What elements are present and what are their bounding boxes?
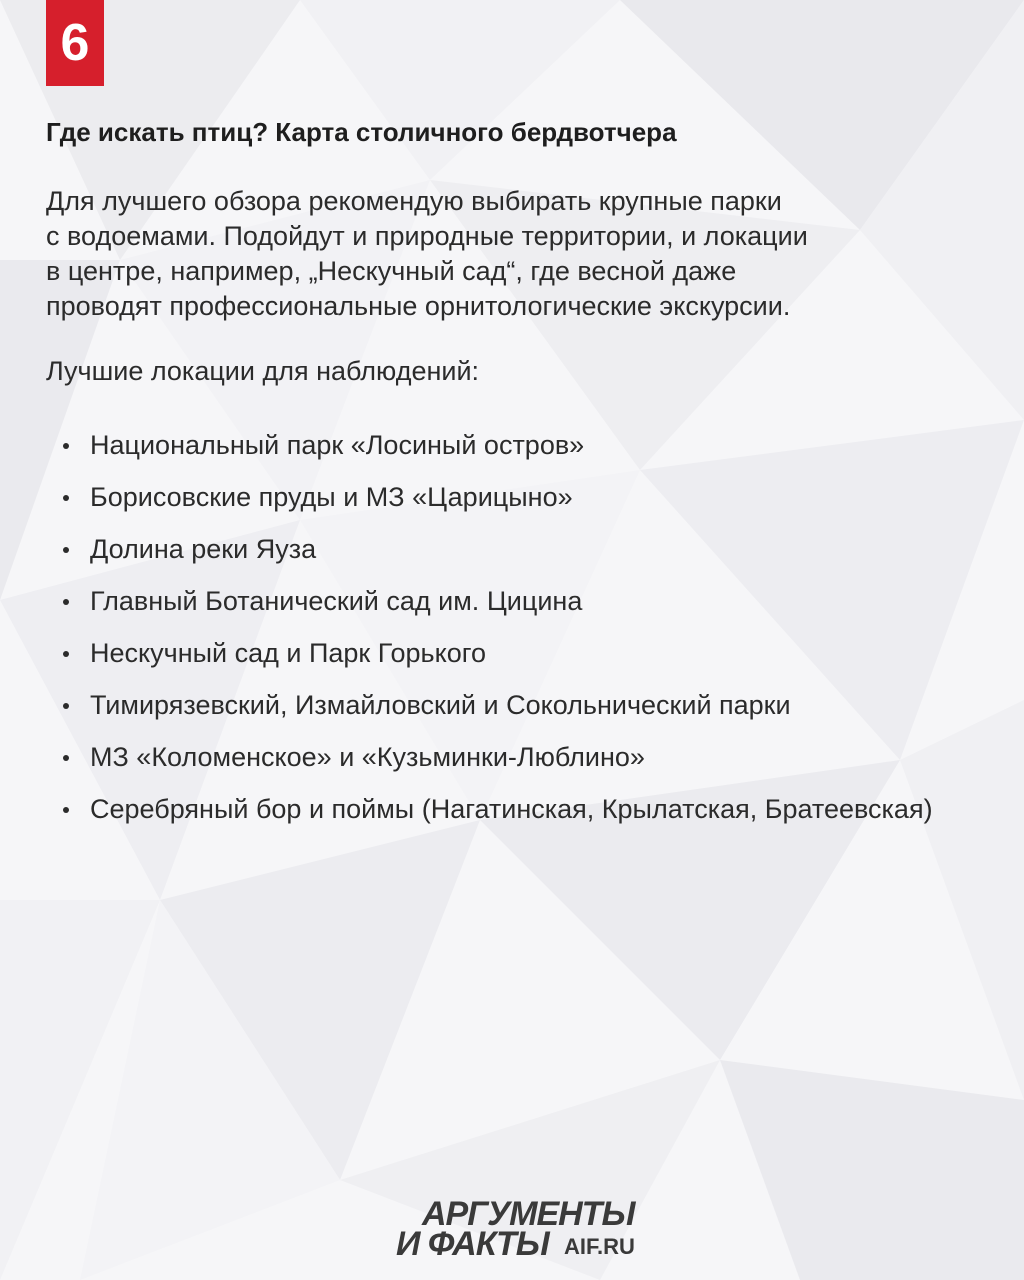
list-item-text: Нескучный сад и Парк Горького: [90, 638, 487, 668]
list-item-text: Долина реки Яуза: [90, 534, 317, 564]
list-item: [46, 783, 976, 835]
list-item: [46, 471, 976, 523]
list-item-text: Главный Ботанический сад им. Цицина: [90, 586, 583, 616]
bullet-icon: [63, 443, 69, 449]
list-item-text: Национальный парк «Лосиный остров»: [90, 430, 585, 460]
page-number: 6: [60, 14, 90, 72]
intro-line: с водоемами. Подойдут и природные территории, и локации: [46, 221, 808, 251]
list-item: [46, 731, 976, 783]
bullet-icon: [63, 495, 69, 501]
logo-line-1: АРГУМЕНТЫ: [422, 1195, 635, 1233]
logo-line-2: И ФАКТЫ: [396, 1225, 549, 1263]
intro-line: проводят профессиональные орнитологические экскурсии.: [46, 291, 791, 321]
bullet-icon: [63, 599, 69, 605]
list-item: [46, 575, 976, 627]
bullet-icon: [63, 807, 69, 813]
bullet-icon: [63, 755, 69, 761]
bullet-icon: [63, 547, 69, 553]
aif-logo: [396, 1196, 652, 1262]
article-heading: Где искать птиц? Карта столичного бердвотчера: [46, 117, 677, 147]
list-item-text: Борисовские пруды и МЗ «Царицыно»: [90, 482, 573, 512]
list-item-text: Серебряный бор и поймы (Нагатинская, Крылатская, Братеевская): [90, 794, 933, 824]
page-number-badge: [46, 0, 104, 86]
locations-intro: Лучшие локации для наблюдений:: [46, 356, 480, 386]
intro-line: Для лучшего обзора рекомендую выбирать крупные парки: [46, 186, 782, 216]
list-item-text: МЗ «Коломенское» и «Кузьминки-Люблино»: [90, 742, 645, 772]
list-item: [46, 627, 976, 679]
bullet-icon: [63, 651, 69, 657]
list-item: [46, 679, 976, 731]
list-item-text: Тимирязевский, Измайловский и Сокольнический парки: [90, 690, 791, 720]
logo-site: AIF.RU: [564, 1234, 635, 1259]
intro-line: в центре, например, „Нескучный сад“, где весной даже: [46, 256, 737, 286]
locations-list: [46, 419, 976, 835]
list-item: [46, 523, 976, 575]
bullet-icon: [63, 703, 69, 709]
intro-paragraph: [46, 184, 976, 324]
article-body: [46, 110, 976, 835]
list-item: [46, 419, 976, 471]
